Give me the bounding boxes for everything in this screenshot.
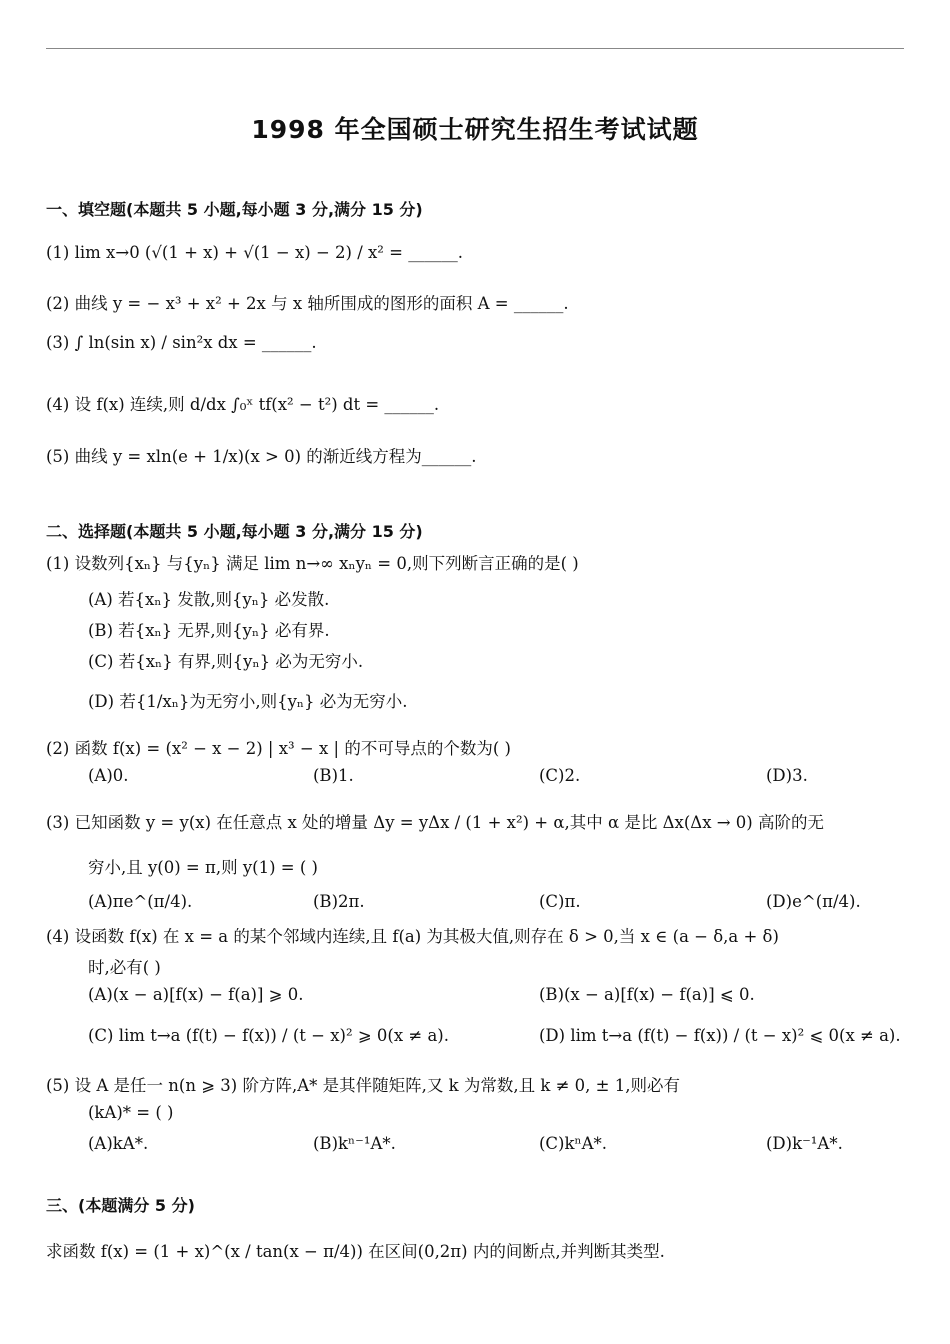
section3-problem: 求函数 f(x) = (1 + x)^(x / tan(x − π/4)) 在区间(0,2π) 内的间断点,并判断其类型. xyxy=(46,1242,665,1261)
choice-2-option-b: (B)1. xyxy=(313,766,354,785)
fill-blank-5: (5) 曲线 y = xln(e + 1/x)(x > 0) 的渐近线方程为______. xyxy=(46,447,477,466)
choice-3-stem-line2: 穷小,且 y(0) = π,则 y(1) = ( ) xyxy=(88,858,318,877)
choice-1-option-a: (A) 若{xₙ} 发散,则{yₙ} 必发散. xyxy=(88,590,330,609)
fill-blank-3: (3) ∫ ln(sin x) / sin²x dx = ______. xyxy=(46,333,317,352)
choice-1-option-c: (C) 若{xₙ} 有界,则{yₙ} 必为无穷小. xyxy=(88,652,364,671)
choice-2-option-c: (C)2. xyxy=(539,766,581,785)
choice-3-option-a: (A)πe^(π/4). xyxy=(88,892,193,911)
choice-2-option-a: (A)0. xyxy=(88,766,129,785)
choice-4-stem-line2: 时,必有( ) xyxy=(88,958,161,977)
choice-5-option-d: (D)k⁻¹A*. xyxy=(766,1134,843,1153)
choice-1-option-b: (B) 若{xₙ} 无界,则{yₙ} 必有界. xyxy=(88,621,330,640)
top-rule xyxy=(46,48,904,49)
choice-4-option-a: (A)(x − a)[f(x) − f(a)] ⩾ 0. xyxy=(88,985,304,1004)
choice-5-option-a: (A)kA*. xyxy=(88,1134,149,1153)
fill-blank-4: (4) 设 f(x) 连续,则 d/dx ∫₀ˣ tf(x² − t²) dt = ______. xyxy=(46,395,440,414)
choice-2-option-d: (D)3. xyxy=(766,766,808,785)
choice-4-stem-line1: (4) 设函数 f(x) 在 x = a 的某个邻域内连续,且 f(a) 为其极大值,则存在 δ > 0,当 x ∈ (a − δ,a + δ) xyxy=(46,927,779,946)
choice-3-option-b: (B)2π. xyxy=(313,892,365,911)
choice-4-option-b: (B)(x − a)[f(x) − f(a)] ⩽ 0. xyxy=(539,985,755,1004)
section2-heading: 二、选择题(本题共 5 小题,每小题 3 分,满分 15 分) xyxy=(46,522,423,541)
choice-4-option-d: (D) lim t→a (f(t) − f(x)) / (t − x)² ⩽ 0(x ≠ a). xyxy=(539,1026,901,1045)
choice-4-option-c: (C) lim t→a (f(t) − f(x)) / (t − x)² ⩾ 0(x ≠ a). xyxy=(88,1026,449,1045)
choice-3-stem-line1: (3) 已知函数 y = y(x) 在任意点 x 处的增量 Δy = yΔx / (1 + x²) + α,其中 α 是比 Δx(Δx → 0) 高阶的无 xyxy=(46,813,824,832)
choice-5-option-c: (C)kⁿA*. xyxy=(539,1134,608,1153)
page-title: 1998 年全国硕士研究生招生考试试题 xyxy=(251,115,699,144)
choice-1-stem: (1) 设数列{xₙ} 与{yₙ} 满足 lim n→∞ xₙyₙ = 0,则下列断言正确的是( ) xyxy=(46,554,579,573)
choice-5-option-b: (B)kⁿ⁻¹A*. xyxy=(313,1134,396,1153)
choice-3-option-d: (D)e^(π/4). xyxy=(766,892,861,911)
fill-blank-1: (1) lim x→0 (√(1 + x) + √(1 − x) − 2) / x² = ______. xyxy=(46,243,463,262)
choice-5-stem-line1: (5) 设 A 是任一 n(n ⩾ 3) 阶方阵,A* 是其伴随矩阵,又 k 为常数,且 k ≠ 0, ± 1,则必有 xyxy=(46,1076,680,1095)
choice-5-stem-line2: (kA)* = ( ) xyxy=(88,1103,174,1122)
choice-2-stem: (2) 函数 f(x) = (x² − x − 2) | x³ − x | 的不可导点的个数为( ) xyxy=(46,739,511,758)
choice-1-option-d: (D) 若{1/xₙ}为无穷小,则{yₙ} 必为无穷小. xyxy=(88,692,408,711)
section1-heading: 一、填空题(本题共 5 小题,每小题 3 分,满分 15 分) xyxy=(46,200,423,219)
fill-blank-2: (2) 曲线 y = − x³ + x² + 2x 与 x 轴所围成的图形的面积 A = ______. xyxy=(46,294,569,313)
section3-heading: 三、(本题满分 5 分) xyxy=(46,1196,195,1215)
choice-3-option-c: (C)π. xyxy=(539,892,581,911)
